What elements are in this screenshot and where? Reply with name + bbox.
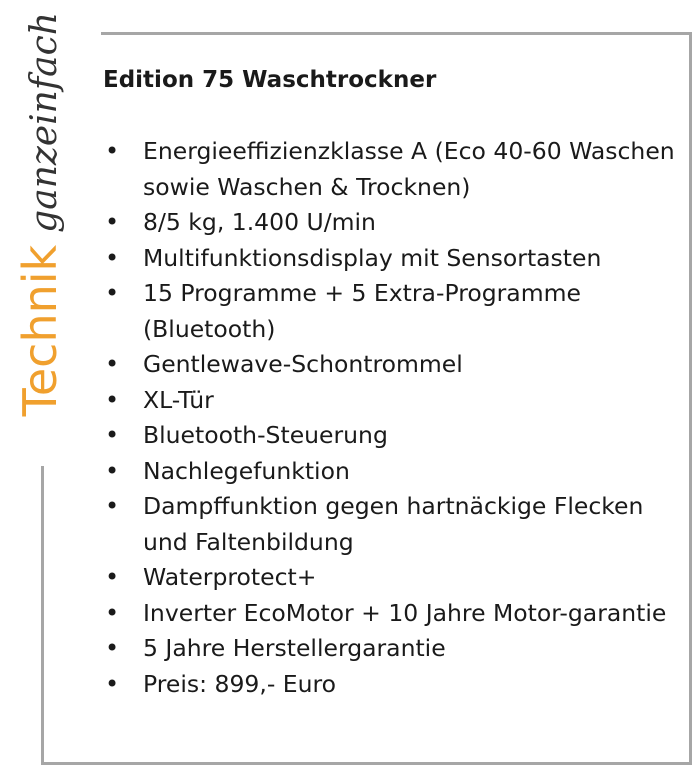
bullet-icon: • xyxy=(105,669,120,698)
feature-text: Inverter EcoMotor + 10 Jahre Motor-garantie xyxy=(143,598,667,627)
feature-item xyxy=(103,489,683,560)
feature-item xyxy=(103,241,683,277)
feature-text: Multifunktionsdisplay mit Sensortasten xyxy=(143,243,602,272)
bullet-icon: • xyxy=(105,350,120,378)
feature-text: 15 Programme + 5 Extra-Programme (Bluetooth) xyxy=(143,279,581,343)
feature-item xyxy=(103,205,683,241)
bullet-icon: • xyxy=(105,385,120,414)
feature-text: Dampffunktion gegen hartnäckige Flecken und Faltenbildung xyxy=(143,492,644,556)
product-title: Edition 75 Waschtrockner xyxy=(103,67,437,93)
feature-item xyxy=(103,347,683,383)
feature-text: Waterprotect+ xyxy=(143,563,317,591)
feature-item xyxy=(103,667,683,703)
brand-word-technik: Technik xyxy=(13,244,67,417)
feature-text: Gentlewave-Schontrommel xyxy=(143,350,463,378)
feature-list xyxy=(103,134,683,702)
frame-left-border xyxy=(41,466,44,765)
frame-right-border xyxy=(689,32,692,764)
feature-item xyxy=(103,418,683,454)
feature-text: Bluetooth-Steuerung xyxy=(143,421,388,449)
frame-top-border xyxy=(101,32,691,35)
feature-text: Preis: 899,- Euro xyxy=(143,669,337,698)
brand-rotated-text xyxy=(8,2,72,460)
bullet-icon: • xyxy=(105,208,120,236)
bullet-icon: • xyxy=(105,243,120,272)
feature-item xyxy=(103,454,683,490)
bullet-icon: • xyxy=(105,279,120,307)
brand-word-ganz: ganz xyxy=(24,146,65,233)
feature-item xyxy=(103,596,683,632)
bullet-icon: • xyxy=(105,634,120,662)
feature-text: XL-Tür xyxy=(143,385,214,414)
feature-item xyxy=(103,276,683,347)
content-box xyxy=(103,60,683,702)
feature-item xyxy=(103,631,683,667)
frame-bottom-border xyxy=(41,762,692,765)
bullet-icon: • xyxy=(105,598,120,627)
bullet-icon: • xyxy=(105,137,120,165)
bullet-icon: • xyxy=(105,421,120,449)
feature-item xyxy=(103,134,683,205)
brand-vertical-label xyxy=(8,2,72,460)
feature-text: Energieeffizienzklasse A (Eco 40-60 Waschen sowie Waschen & Trocknen) xyxy=(143,137,675,201)
feature-item xyxy=(103,560,683,596)
feature-text: Nachlegefunktion xyxy=(143,456,350,485)
feature-item xyxy=(103,383,683,419)
bullet-icon: • xyxy=(105,492,120,520)
bullet-icon: • xyxy=(105,456,120,485)
bullet-icon: • xyxy=(105,563,120,591)
feature-text: 5 Jahre Herstellergarantie xyxy=(143,634,446,662)
feature-text: 8/5 kg, 1.400 U/min xyxy=(143,208,376,236)
brand-word-einfach: einfach xyxy=(24,12,65,147)
